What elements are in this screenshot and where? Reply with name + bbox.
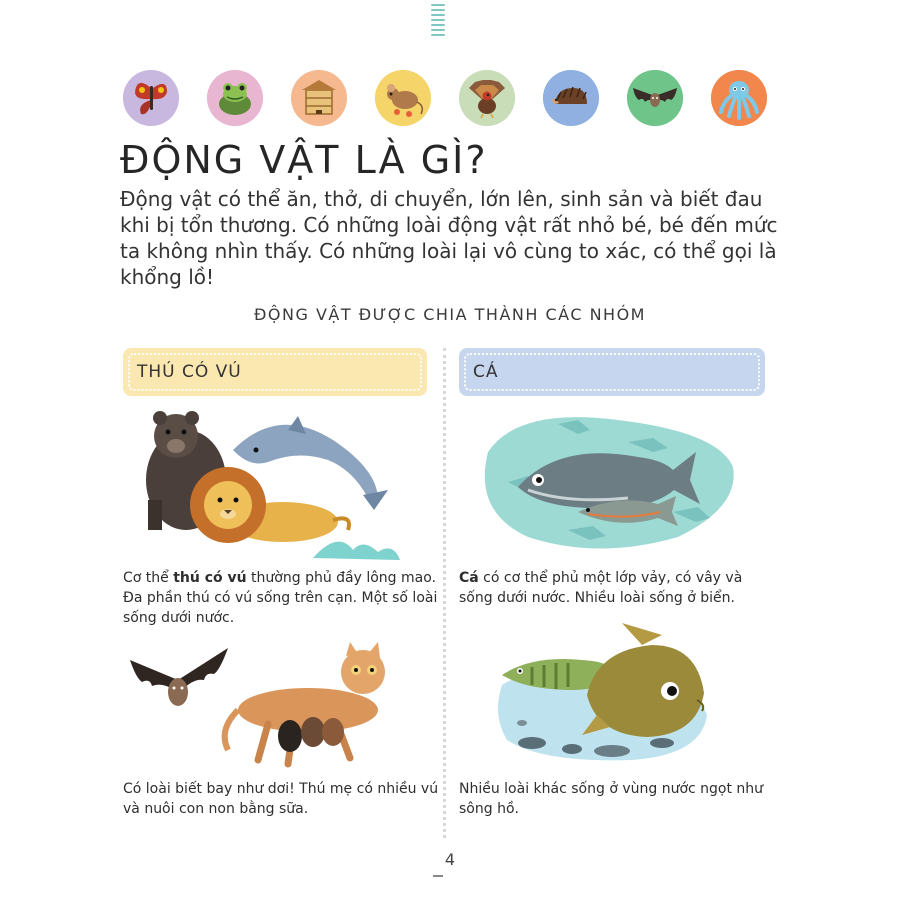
page-number: 4	[444, 850, 456, 869]
bottom-decoration	[433, 875, 443, 877]
mammals-caption-1-end: thường phủ đầy lông mao. Đa phần thú có vú sống trên cạn. Một số loài sống dưới nước.	[123, 570, 438, 626]
mammals-caption-2: Có loài biết bay như dơi! Thú mẹ có nhiều vú và nuôi con non bằng sữa.	[123, 781, 439, 817]
freshwater-fish-illustration	[492, 615, 717, 765]
top-decoration	[431, 4, 445, 40]
column-divider	[443, 348, 446, 838]
fish-caption-2: Nhiều loài khác sống ở vùng nước ngọt như sông hồ.	[459, 781, 764, 817]
fish-caption-1	[459, 568, 779, 608]
octopus-icon	[711, 70, 767, 126]
butterfly-icon	[123, 70, 179, 126]
hedgehog-icon	[543, 70, 599, 126]
mammals-caption-1-start: Cơ thể	[123, 570, 174, 586]
turkey-icon	[459, 70, 515, 126]
bat-cat-illustration	[128, 640, 408, 770]
page-title: ĐỘNG VẬT LÀ GÌ?	[120, 138, 488, 182]
groups-heading: ĐỘNG VẬT ĐƯỢC CHIA THÀNH CÁC NHÓM	[254, 305, 646, 324]
bat-icon	[627, 70, 683, 126]
mouse-icon	[375, 70, 431, 126]
fish-label-text: CÁ	[473, 362, 499, 382]
mammals-term: thú có vú	[173, 570, 247, 586]
beehive-icon	[291, 70, 347, 126]
frog-icon	[207, 70, 263, 126]
fish-term: Cá	[459, 570, 479, 586]
fish-label	[459, 348, 765, 396]
animal-icon-row	[123, 70, 773, 126]
mammals-illustration	[138, 410, 408, 568]
mammals-caption-1	[123, 568, 443, 628]
fish-caption-1-end: có cơ thể phủ một lớp vảy, có vây và sống dưới nước. Nhiều loài sống ở biển.	[459, 570, 743, 606]
sea-fish-illustration	[478, 412, 740, 552]
mammals-label	[123, 348, 427, 396]
intro-paragraph: Động vật có thể ăn, thở, di chuyển, lớn lên, sinh sản và biết đau khi bị tổn thương. Có những loài động vật rất nhỏ bé, bé đến mức ta không nhìn thấy. Có những loài lại vô cùng to xác, có thể gọi là khổng lồ!	[120, 187, 778, 289]
mammals-label-text: THÚ CÓ VÚ	[137, 362, 242, 382]
